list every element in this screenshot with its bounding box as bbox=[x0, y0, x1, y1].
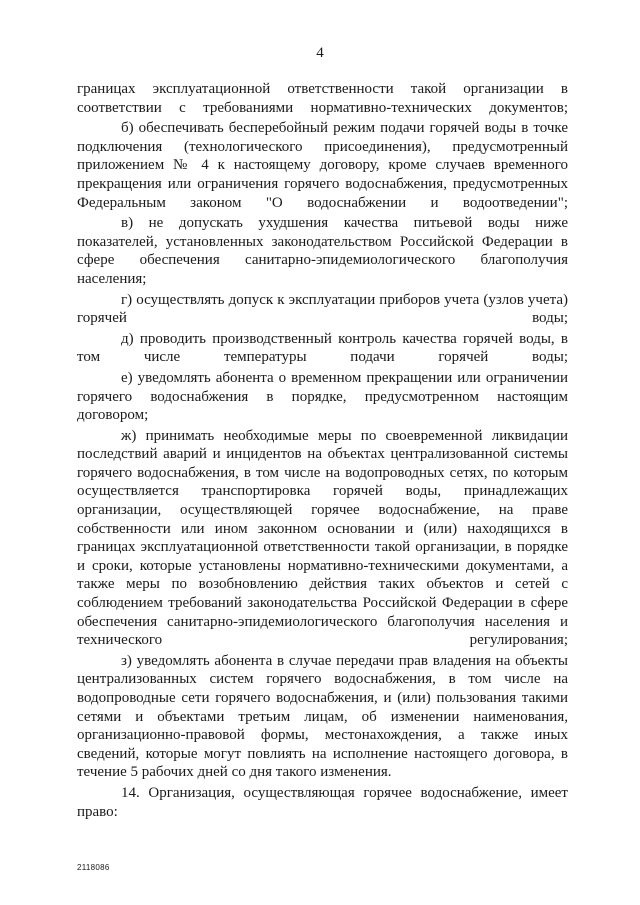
paragraph-z: з) уведомлять абонента в случае передачи прав владения на объекты централизованных систем горячего водоснабжения, в том числе на водопроводные сети горячего водоснабжения, и (или) пользования такими сетями и объектами третьим лицам, об изменении наименования, организационно-правовой формы, местонахождения, а также иных сведений, которые могут повлиять на исполнение настоящего договора, в течение 5 рабочих дней со дня такого изменения. bbox=[77, 652, 568, 781]
paragraph-zh: ж) принимать необходимые меры по своевременной ликвидации последствий аварий и инцидентов на объектах централизованной системы горячего водоснабжения, в том числе на водопроводных сетях, по которым осуществляется транспортировка горячей воды, принадлежащих организации, осуществляющей горячее водоснабжение, на праве собственности или ином законном основании и (или) находящихся в границах эксплуатационной ответственности такой организации, в порядке и сроки, которые установлены нормативно-техническими документами, а также меры по возобновлению действия таких объектов и сетей с соблюдением требований законодательства Российской Федерации в сфере обеспечения санитарно-эпидемиологического благополучия населения и технического регулирования; bbox=[77, 427, 568, 649]
paragraph-v: в) не допускать ухудшения качества питьевой воды ниже показателей, установленных законодательством Российской Федерации в сфере обеспечения санитарно-эпидемиологического благополучия населения; bbox=[77, 215, 568, 287]
paragraph-continuation: границах эксплуатационной ответственности такой организации в соответствии с требованиями нормативно-технических документов; bbox=[77, 81, 568, 116]
paragraph-g: г) осуществлять допуск к эксплуатации приборов учета (узлов учета) горячей воды; bbox=[77, 291, 568, 327]
document-body bbox=[77, 80, 568, 821]
document-code: 2118086 bbox=[77, 863, 110, 872]
paragraph-b: б) обеспечивать бесперебойный режим подачи горячей воды в точке подключения (технологического присоединения), предусмотренный приложением № 4 к настоящему договору, кроме случаев временного прекращения или ограничения горячего водоснабжения, предусмотренных Федеральным законом "О водоснабжении и водоотведении"; bbox=[77, 120, 568, 211]
paragraph-d: д) проводить производственный контроль качества горячей воды, в том числе температуры подачи горячей воды; bbox=[77, 330, 568, 366]
paragraph-e: е) уведомлять абонента о временном прекращении или ограничении горячего водоснабжения в порядке, предусмотренном настоящим договором; bbox=[77, 369, 568, 424]
page-number: 4 bbox=[316, 45, 324, 61]
paragraph-14: 14. Организация, осуществляющая горячее водоснабжение, имеет право: bbox=[77, 784, 568, 820]
